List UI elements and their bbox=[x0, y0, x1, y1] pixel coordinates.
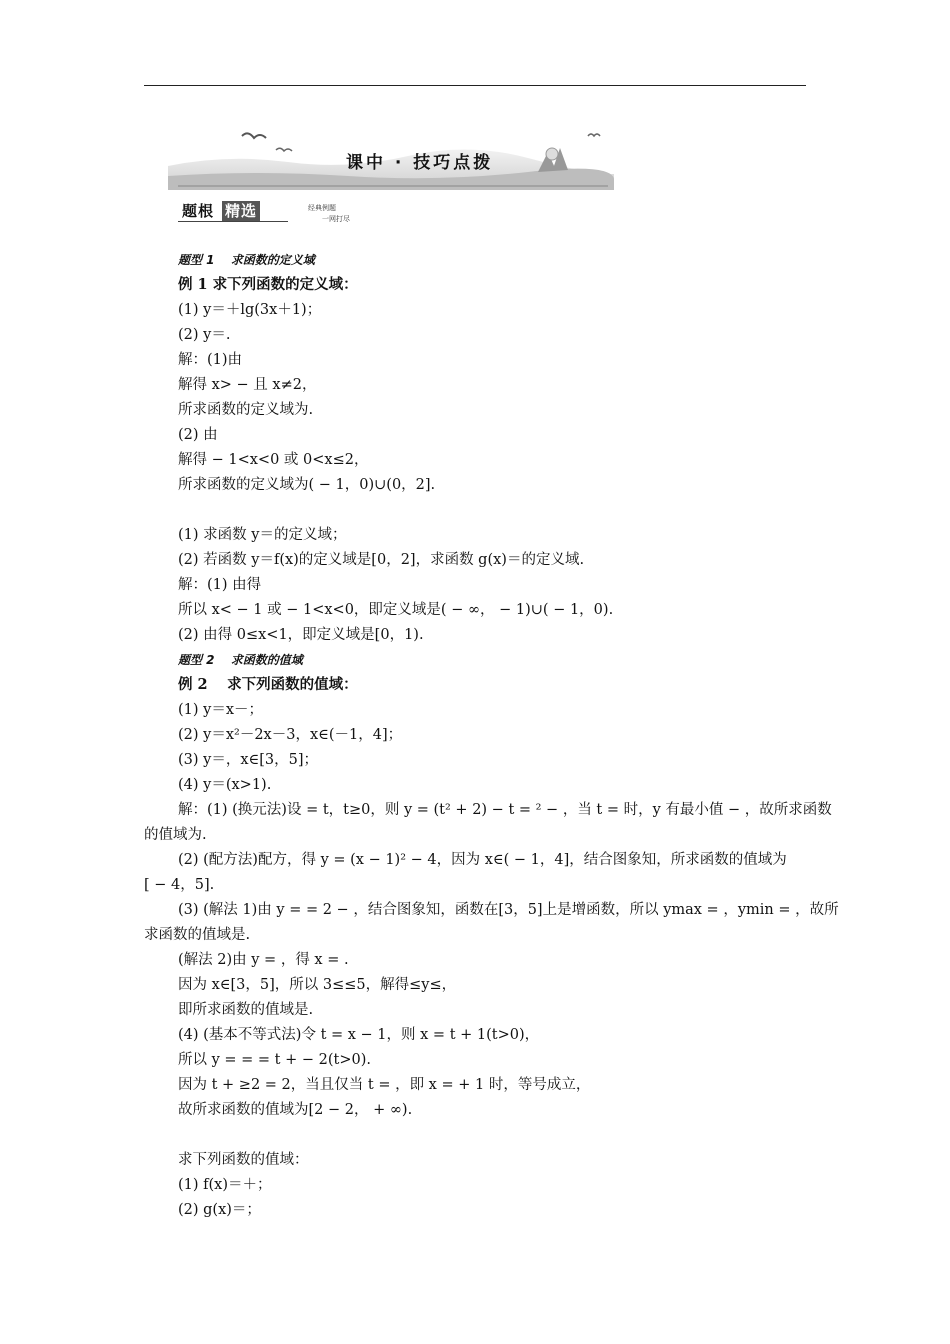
top-rule bbox=[144, 85, 806, 86]
text-line: 例 1 求下列函数的定义域： bbox=[178, 276, 358, 293]
text-line: 因为 t + ≥2 = 2，当且仅当 t = ，即 x = + 1 时，等号成立， bbox=[178, 1077, 591, 1093]
text-line: 故所求函数的值域为[2 − 2， + ∞). bbox=[178, 1102, 413, 1118]
text-line: (4) y＝(x>1). bbox=[178, 777, 272, 793]
text-line: [ − 4，5]. bbox=[144, 877, 215, 893]
text-line: 解：(1)由 bbox=[178, 352, 243, 368]
text-line: (2) 若函数 y＝f(x)的定义域是[0，2]，求函数 g(x)＝的定义域. bbox=[178, 552, 585, 568]
section-banner bbox=[168, 126, 614, 190]
text-line: (1) y＝x－； bbox=[178, 702, 264, 718]
text-line: (2) (配方法)配方，得 y = (x − 1)² − 4，因为 x∈( − 1，4]，结合图象知，所求函数的值域为 bbox=[178, 852, 787, 868]
subhead-tag bbox=[174, 201, 374, 227]
text-line: 求函数的值域是. bbox=[144, 927, 251, 943]
text-line: 所以 x< − 1 或 − 1<x<0，即定义域是( − ∞， − 1)∪( − 1，0). bbox=[178, 602, 614, 618]
text-line: 所以 y = = = t + − 2(t>0). bbox=[178, 1052, 371, 1068]
text-line: 解得 x> − 且 x≠2， bbox=[178, 377, 317, 393]
text-line: 解得 − 1<x<0 或 0<x≤2， bbox=[178, 452, 369, 468]
text-line: (1) 求函数 y＝的定义域； bbox=[178, 527, 347, 543]
text-line: (解法 2)由 y = ，得 x = . bbox=[178, 952, 349, 968]
text-line: 所求函数的定义域为( − 1，0)∪(0，2]. bbox=[178, 477, 436, 493]
text-line: (1) f(x)＝＋； bbox=[178, 1177, 272, 1193]
text-line: 求下列函数的值域： bbox=[178, 1152, 309, 1168]
text-line: (3) (解法 1)由 y = = 2 − ，结合图象知，函数在[3，5]上是增函数，所以 ymax = ，ymin = ，故所 bbox=[178, 902, 839, 918]
text-line: (4) (基本不等式法)令 t = x − 1，则 x = t + 1(t>0)， bbox=[178, 1027, 540, 1043]
text-line: 例 2 求下列函数的值域： bbox=[178, 676, 358, 693]
section-heading: 题型 2 求函数的值域 bbox=[178, 653, 303, 667]
tag-small-2: 一网打尽 bbox=[322, 215, 350, 223]
tag-b: 精选 bbox=[222, 201, 260, 221]
tag-underline bbox=[178, 221, 288, 222]
banner-title: 课中 · 技巧点拨 bbox=[346, 153, 494, 173]
text-line: (3) y＝，x∈[3，5]； bbox=[178, 752, 319, 768]
text-line: 解：(1) (换元法)设 = t，t≥0，则 y = (t² + 2) − t = ² − ，当 t = 时，y 有最小值 − ，故所求函数 bbox=[178, 802, 832, 818]
text-line: 所求函数的定义域为. bbox=[178, 402, 314, 418]
text-line: 的值域为. bbox=[144, 827, 207, 843]
text-line: 因为 x∈[3，5]，所以 3≤≤5，解得≤y≤， bbox=[178, 977, 457, 993]
text-line: (2) 由得 0≤x<1，即定义域是[0，1). bbox=[178, 627, 424, 643]
text-line: 即所求函数的值域是. bbox=[178, 1002, 314, 1018]
section-heading: 题型 1 求函数的定义域 bbox=[178, 253, 315, 267]
text-line: (2) 由 bbox=[178, 427, 218, 443]
text-line: (2) g(x)＝； bbox=[178, 1202, 261, 1218]
tag-small-1: 经典例题 bbox=[308, 204, 336, 212]
tag-a: 题根 bbox=[182, 202, 215, 220]
text-line: 解：(1) 由得 bbox=[178, 577, 262, 593]
text-line: (2) y＝x²－2x－3，x∈(－1，4]； bbox=[178, 727, 403, 743]
text-line: (2) y＝. bbox=[178, 327, 231, 343]
text-line: (1) y＝＋lg(3x＋1)； bbox=[178, 302, 322, 318]
